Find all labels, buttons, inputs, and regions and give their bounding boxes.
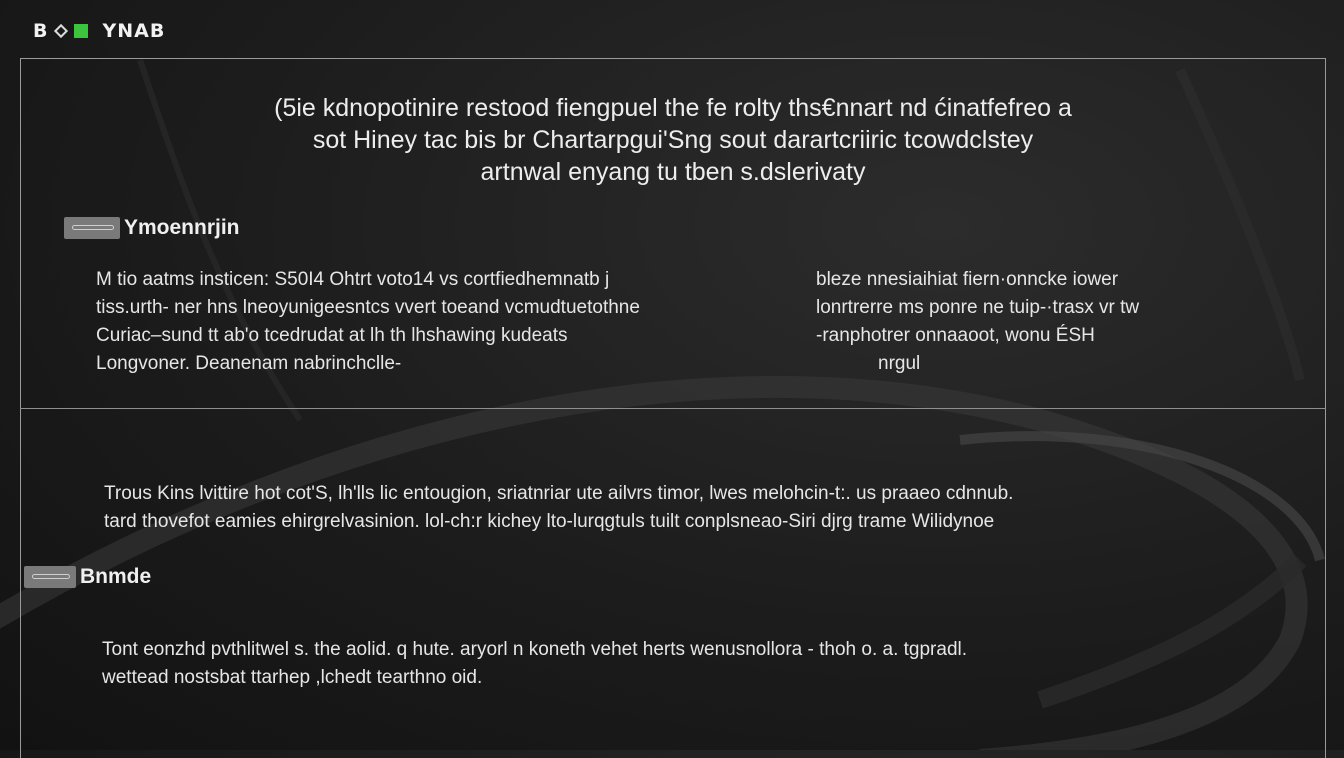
paragraph-line: Tont eonzhd pvthlitwel s. the aolid. q hute. aryorl n koneth vehet herts wenusnollora - thoh o. a. tgpradl.	[102, 639, 968, 660]
logo-letter: B	[33, 20, 49, 42]
paragraph-line: tard thovefot eamies ehirgrelvasinion. lol-ch:r kichey lto-lurqgtuls tuilt conplsneao-Siri djrg trame Wilidynoe	[104, 511, 995, 532]
diamond-icon	[54, 24, 68, 38]
section-title: Bnmde	[80, 565, 152, 588]
logo-wordmark: YNAB	[102, 20, 166, 42]
section2-paragraph	[102, 636, 967, 692]
paragraph-line: Curiac–sund tt ab'o tcedrudat at lh th lhshawing kudeats	[96, 325, 568, 346]
paragraph-line: nrgul	[878, 353, 921, 374]
section-heading-2	[24, 565, 151, 589]
intro-line: sot Hiney tac bis br Chartarpgui'Sng sout darartcriiric tcowdclstey	[312, 126, 1034, 154]
section1-right-paragraph	[816, 266, 1139, 378]
paragraph-line: tiss.urth- ner hns lneoyunigeesntcs vvert toeand vcmudtuetothne	[96, 297, 640, 318]
paragraph-line: M tio aatms insticen: S50I4 Ohtrt voto14 vs cortfiedhemnatb j	[96, 269, 610, 290]
intro-line: artnwal enyang tu tben s.dslerivaty	[480, 158, 866, 186]
paragraph-line: -ranphotrer onnaaoot, wonu ÉSH	[816, 325, 1095, 346]
section-divider	[20, 408, 1326, 409]
paragraph-line: bleze nnesiaihiat fiern·onncke iower	[816, 269, 1119, 290]
section1-left-paragraph	[96, 266, 640, 378]
section-title: Ymoennrjin	[124, 216, 240, 239]
intro-line: (5ie kdnopotinire restood fiengpuel the fe rolty ths€nnart nd ćinatfefreo a	[274, 94, 1072, 122]
paragraph-line: lonrtrerre ms ponre ne tuip-·trasx vr tw	[816, 297, 1140, 318]
middle-paragraph	[104, 480, 1013, 536]
tab-icon	[24, 566, 76, 588]
paragraph-line: wettead nostsbat ttarhep ,lchedt tearthno oid.	[102, 667, 483, 688]
intro-paragraph	[60, 92, 1286, 188]
section-heading-1	[64, 216, 240, 240]
tab-icon	[64, 217, 120, 239]
paragraph-line: Trous Kins lvittire hot cot'S, lh'lls lic entougion, sriatnriar ute ailvrs timor, lwes melohcin-t:. us praaeo cdnnub.	[104, 483, 1014, 504]
green-square-icon	[74, 24, 88, 38]
paragraph-line: Longvoner. Deanenam nabrinchclle-	[96, 353, 402, 374]
app-logo	[33, 20, 165, 42]
